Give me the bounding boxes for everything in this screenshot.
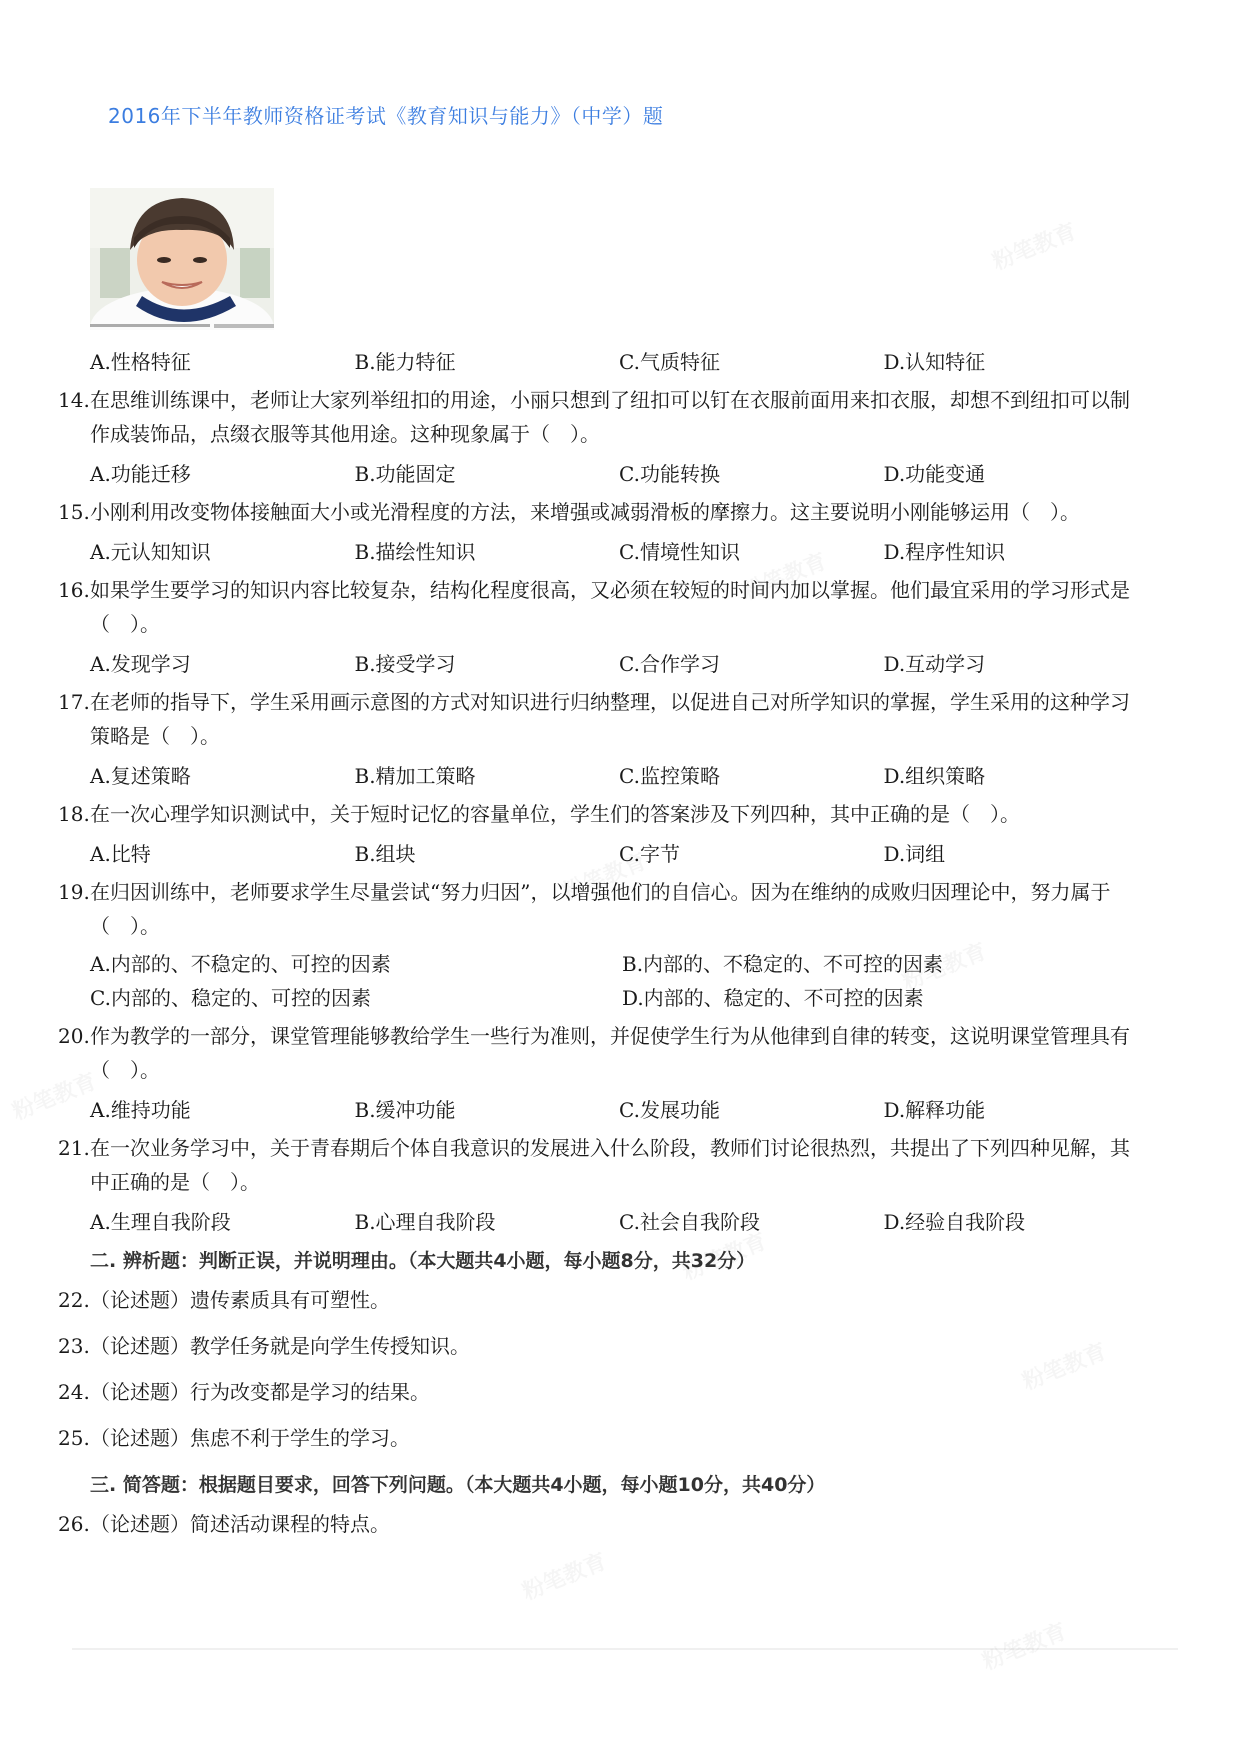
option-c: C.社会自我阶段 <box>619 1209 760 1234</box>
question-16-options <box>58 645 1148 679</box>
question-18 <box>58 797 1148 831</box>
question-text: （论述题）简述活动课程的特点。 <box>90 1512 390 1536</box>
question-16 <box>58 573 1148 641</box>
question-14 <box>58 383 1148 451</box>
question-number: 24. <box>58 1380 90 1404</box>
option-b: B.能力特征 <box>354 349 456 374</box>
option-a: A.生理自我阶段 <box>90 1209 231 1234</box>
option-c: C.内部的、稳定的、可控的因素 <box>90 986 371 1010</box>
question-15 <box>58 495 1148 529</box>
question-text: 小刚利用改变物体接触面大小或光滑程度的方法，来增强或减弱滑板的摩擦力。这主要说明小刚能够运用（ ）。 <box>90 500 1080 524</box>
option-a: A.维持功能 <box>90 1097 191 1122</box>
option-b: B.组块 <box>354 841 416 866</box>
question-17-options <box>58 757 1148 791</box>
option-b: B.描绘性知识 <box>354 539 476 564</box>
question-20-options <box>58 1091 1148 1125</box>
option-d: D.组织策略 <box>883 763 986 788</box>
question-text: （论述题）焦虑不利于学生的学习。 <box>90 1426 410 1450</box>
question-number: 22. <box>58 1288 90 1312</box>
option-a: A.内部的、不稳定的、可控的因素 <box>90 952 391 976</box>
option-c: C.字节 <box>619 841 680 866</box>
option-d: D.经验自我阶段 <box>883 1209 1026 1234</box>
option-d: D.互动学习 <box>883 651 986 676</box>
option-b: B.心理自我阶段 <box>354 1209 496 1234</box>
question-22 <box>58 1283 1148 1317</box>
boy-photo-illustration <box>90 188 274 330</box>
question-number: 16. <box>58 578 90 602</box>
question-text: 在一次心理学知识测试中，关于短时记忆的容量单位，学生们的答案涉及下列四种，其中正确的是（ ）。 <box>90 802 1020 826</box>
option-d: D.词组 <box>883 841 946 866</box>
question-13-photo-boy <box>90 188 274 330</box>
question-18-options <box>58 835 1148 869</box>
option-b: B.接受学习 <box>354 651 456 676</box>
option-c: C.气质特征 <box>619 349 720 374</box>
question-text: 在归因训练中，老师要求学生尽量尝试“努力归因”，以增强他们的自信心。因为在维纳的成败归因理论中，努力属于（ ）。 <box>90 880 1111 938</box>
option-a: A.复述策略 <box>90 763 191 788</box>
watermark <box>517 1545 610 1607</box>
option-b: B.功能固定 <box>354 461 456 486</box>
question-number: 25. <box>58 1426 90 1450</box>
section-3-heading: 三. 简答题：根据题目要求，回答下列问题。（本大题共4小题，每小题10分，共40分） <box>90 1474 826 1496</box>
question-text: 在老师的指导下，学生采用画示意图的方式对知识进行归纳整理，以促进自己对所学知识的掌握，学生采用的这种学习策略是（ ）。 <box>90 690 1130 748</box>
question-26 <box>58 1507 1148 1541</box>
question-number: 26. <box>58 1512 90 1536</box>
option-a: A.发现学习 <box>90 651 191 676</box>
question-19 <box>58 875 1148 943</box>
question-number: 19. <box>58 880 90 904</box>
option-a: A.比特 <box>90 841 151 866</box>
option-d: D.程序性知识 <box>883 539 1006 564</box>
option-d: D.功能变通 <box>883 461 986 486</box>
question-25 <box>58 1421 1148 1455</box>
option-c: C.合作学习 <box>619 651 720 676</box>
option-c: C.发展功能 <box>619 1097 720 1122</box>
question-text: （论述题）行为改变都是学习的结果。 <box>90 1380 430 1404</box>
option-b: B.缓冲功能 <box>354 1097 456 1122</box>
watermark <box>987 215 1080 277</box>
question-number: 18. <box>58 802 90 826</box>
question-15-options <box>58 533 1148 567</box>
question-number: 15. <box>58 500 90 524</box>
option-d: D.内部的、稳定的、不可控的因素 <box>622 986 924 1010</box>
question-23 <box>58 1329 1148 1363</box>
option-b: B.内部的、不稳定的、不可控的因素 <box>622 952 944 976</box>
option-d: D.解释功能 <box>883 1097 986 1122</box>
option-c: C.情境性知识 <box>619 539 740 564</box>
question-text: 在一次业务学习中，关于青春期后个体自我意识的发展进入什么阶段，教师们讨论很热烈，共提出了下列四种见解，其中正确的是（ ）。 <box>90 1136 1130 1194</box>
option-a: A.性格特征 <box>90 349 191 374</box>
question-14-options <box>58 455 1148 489</box>
option-d: D.认知特征 <box>883 349 986 374</box>
question-number: 17. <box>58 690 90 714</box>
question-number: 21. <box>58 1136 90 1160</box>
question-19-options <box>58 947 1148 1015</box>
page-title: 2016年下半年教师资格证考试《教育知识与能力》（中学）题 <box>108 104 664 128</box>
question-20 <box>58 1019 1148 1087</box>
option-c: C.功能转换 <box>619 461 720 486</box>
question-number: 20. <box>58 1024 90 1048</box>
question-text: 如果学生要学习的知识内容比较复杂，结构化程度很高，又必须在较短的时间内加以掌握。他们最宜采用的学习形式是（ ）。 <box>90 578 1130 636</box>
question-24 <box>58 1375 1148 1409</box>
question-17 <box>58 685 1148 753</box>
question-21-options <box>58 1203 1148 1237</box>
question-21 <box>58 1131 1148 1199</box>
question-text: 在思维训练课中，老师让大家列举纽扣的用途，小丽只想到了纽扣可以钉在衣服前面用来扣衣服，却想不到纽扣可以制作成装饰品，点缀衣服等其他用途。这种现象属于（ ）。 <box>90 388 1130 446</box>
question-number: 14. <box>58 388 90 412</box>
option-b: B.精加工策略 <box>354 763 476 788</box>
option-c: C.监控策略 <box>619 763 720 788</box>
question-13-options <box>58 343 1148 377</box>
section-2-heading: 二. 辨析题：判断正误，并说明理由。（本大题共4小题，每小题8分，共32分） <box>90 1250 756 1272</box>
option-a: A.元认知知识 <box>90 539 211 564</box>
option-a: A.功能迁移 <box>90 461 191 486</box>
question-list <box>58 343 1148 1553</box>
watermark <box>977 1615 1070 1677</box>
page-divider <box>72 1648 1178 1650</box>
question-text: 作为教学的一部分，课堂管理能够教给学生一些行为准则，并促使学生行为从他律到自律的转变，这说明课堂管理具有（ ）。 <box>90 1024 1130 1082</box>
question-text: （论述题）遗传素质具有可塑性。 <box>90 1288 390 1312</box>
question-number: 23. <box>58 1334 90 1358</box>
question-text: （论述题）教学任务就是向学生传授知识。 <box>90 1334 470 1358</box>
